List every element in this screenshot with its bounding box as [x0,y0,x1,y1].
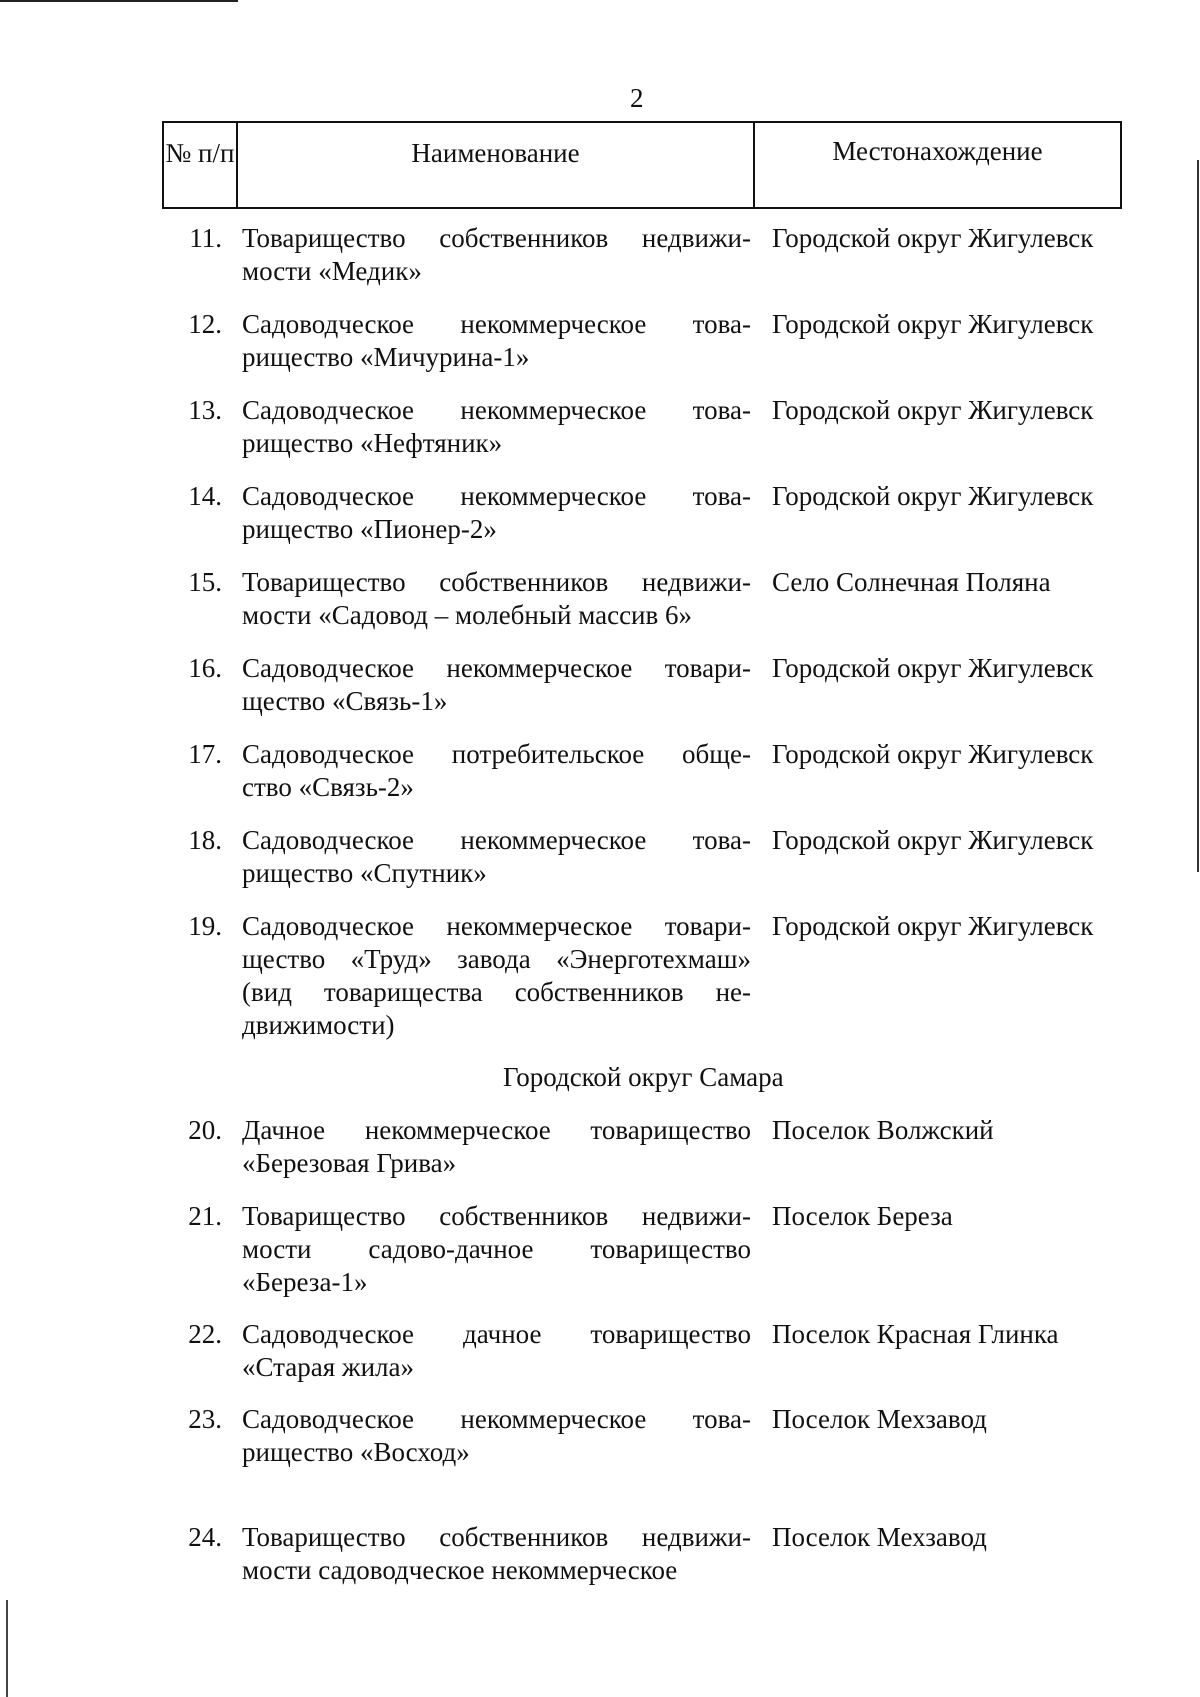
row-name-line: Товарищество собственников недвижи- [242,223,751,253]
row-number: 18. [188,825,222,855]
row-number: 19. [188,911,222,941]
row-name [242,308,751,374]
row-location: Поселок Волжский [772,1115,994,1145]
row-number: 24. [188,1522,222,1552]
header-name: Наименование [238,123,755,207]
row-name [242,1521,751,1587]
row-number: 22. [188,1319,222,1349]
row-name-line: рищество «Спутник» [242,858,487,888]
row-location: Городской округ Жигулевск [772,739,1094,769]
row-location: Городской округ Жигулевск [772,395,1094,425]
row-name [242,566,751,632]
row-location: Поселок Мехзавод [772,1522,987,1552]
row-name-line: Садоводческое потребительское обще- [242,739,751,769]
row-location: Городской округ Жигулевск [772,223,1094,253]
header-number: № п/п [164,123,238,207]
row-name-line: мости садово-дачное товарищество [242,1234,751,1264]
row-name-line: Садоводческое некоммерческое това- [242,1404,751,1434]
row-name-line: Товарищество собственников недвижи- [242,1522,751,1552]
scan-edge-right [1197,160,1199,872]
row-name [242,652,751,718]
row-name-line: движимости) [242,1010,395,1040]
row-name-line: мости «Медик» [242,256,422,286]
row-number: 21. [188,1201,222,1231]
row-name-line: Товарищество собственников недвижи- [242,1201,751,1231]
row-location: Городской округ Жигулевск [772,653,1094,683]
row-name [242,1403,751,1469]
row-name-line: «Береза-1» [242,1267,368,1297]
row-location: Городской округ Жигулевск [772,309,1094,339]
row-name [242,738,751,804]
row-location: Городской округ Жигулевск [772,481,1094,511]
row-location: Село Солнечная Поляна [772,567,1051,597]
row-name-line: ство «Связь-2» [242,772,414,802]
row-number: 13. [188,395,222,425]
row-name-line: мости «Садовод – молебный массив 6» [242,600,693,630]
row-name-line: рищество «Пионер-2» [242,514,497,544]
row-location: Поселок Красная Глинка [772,1319,1059,1349]
row-name-line: мости садоводческое некоммерческое [242,1555,678,1585]
row-name [242,1318,751,1384]
row-name-line: Садоводческое некоммерческое това- [242,309,751,339]
row-location: Городской округ Жигулевск [772,825,1094,855]
row-name-line: Садоводческое некоммерческое товари- [242,911,751,941]
row-location: Поселок Мехзавод [772,1404,987,1434]
row-name-line: Садоводческое дачное товарищество [242,1319,751,1349]
row-name-line: щество «Труд» завода «Энерготехмаш» [242,944,751,974]
row-name [242,1114,751,1180]
row-name-line: «Старая жила» [242,1352,414,1382]
header-location: Местонахождение [832,136,1043,166]
row-name [242,480,751,546]
row-name-line: Товарищество собственников недвижи- [242,567,751,597]
row-number: 20. [188,1115,222,1145]
row-name-line: щество «Связь-1» [242,686,448,716]
row-number: 14. [188,481,222,511]
row-number: 11. [189,223,222,253]
row-name-line: «Березовая Грива» [242,1148,457,1178]
table-header [162,121,1122,209]
row-number: 12. [188,309,222,339]
scan-edge-left [6,1600,8,1697]
row-name-line: рищество «Восход» [242,1437,470,1467]
row-number: 16. [188,653,222,683]
row-number: 23. [188,1404,222,1434]
row-name [242,910,751,1042]
row-location: Поселок Береза [772,1201,953,1231]
row-number: 15. [188,567,222,597]
row-name-line: Дачное некоммерческое товарищество [242,1115,751,1145]
row-name-line: Садоводческое некоммерческое това- [242,825,751,855]
row-number: 17. [188,739,222,769]
row-name-line: Садоводческое некоммерческое това- [242,395,751,425]
row-name-line: (вид товарищества собственников не- [242,977,751,1007]
scan-edge-top [0,0,238,2]
row-name [242,222,751,288]
row-location: Городской округ Жигулевск [772,911,1094,941]
row-name [242,394,751,460]
row-name [242,824,751,890]
row-name [242,1200,751,1299]
row-name-line: Садоводческое некоммерческое това- [242,481,751,511]
row-name-line: рищество «Мичурина-1» [242,342,530,372]
row-name-line: Садоводческое некоммерческое товари- [242,653,751,683]
row-name-line: рищество «Нефтяник» [242,428,503,458]
